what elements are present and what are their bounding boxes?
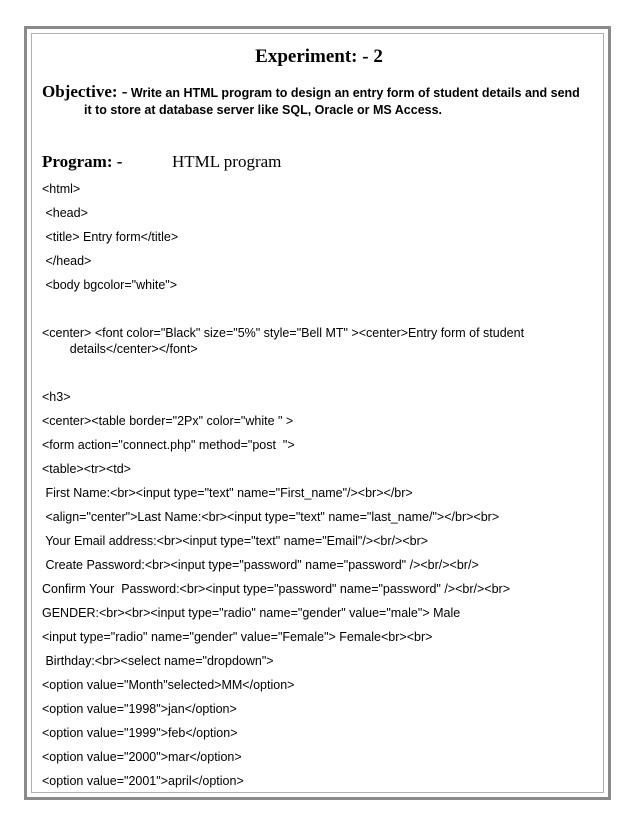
program-subtitle: HTML program	[172, 152, 282, 171]
code-line: <head>	[42, 206, 88, 220]
objective-text-continuation: it to store at database server like SQL, Oracle or MS Access.	[84, 103, 443, 117]
code-line: Confirm Your Password:<br><input type="password" name="password" /><br/><br>	[42, 582, 511, 596]
objective-text: Write an HTML program to design an entry form of student details and send	[130, 86, 580, 100]
code-line: GENDER:<br><br><input type="radio" name="gender" value="male"> Male	[42, 606, 461, 620]
code-line: <html>	[42, 182, 81, 196]
code-line: <option value="2000">mar</option>	[42, 750, 242, 764]
code-line: <h3>	[42, 390, 71, 404]
program-heading	[42, 152, 281, 172]
code-line: <align="center">Last Name:<br><input type="text" name="last_name/"></br><br>	[42, 510, 500, 524]
objective-label: Objective: -	[42, 82, 128, 101]
code-line: <option value="Month"selected>MM</option>	[42, 678, 295, 692]
code-line: <form action="connect.php" method="post ">	[42, 438, 295, 452]
code-line: Create Password:<br><input type="password" name="password" /><br/><br/>	[42, 558, 479, 572]
code-line: <center> <font color="Black" size="5%" style="Bell MT" ><center>Entry form of student	[42, 326, 525, 340]
program-label: Program: -	[42, 152, 123, 171]
code-line: Birthday:<br><select name="dropdown">	[42, 654, 274, 668]
page-title: Experiment: - 2	[255, 46, 383, 67]
code-line: <option value="1999">feb</option>	[42, 726, 238, 740]
code-line: First Name:<br><input type="text" name="First_name"/><br></br>	[42, 486, 413, 500]
code-line: details</center></font>	[42, 342, 198, 356]
code-line: <option value="2001">april</option>	[42, 774, 244, 788]
code-line: </head>	[42, 254, 92, 268]
code-line: <table><tr><td>	[42, 462, 131, 476]
code-line: <title> Entry form</title>	[42, 230, 179, 244]
code-line: <input type="radio" name="gender" value="Female"> Female<br><br>	[42, 630, 433, 644]
code-line: Your Email address:<br><input type="text" name="Email"/><br/><br>	[42, 534, 429, 548]
code-line: <option value="1998">jan</option>	[42, 702, 237, 716]
objective-section	[42, 82, 602, 117]
code-line: <center><table border="2Px" color="white " >	[42, 414, 294, 428]
code-line: <body bgcolor="white">	[42, 278, 178, 292]
